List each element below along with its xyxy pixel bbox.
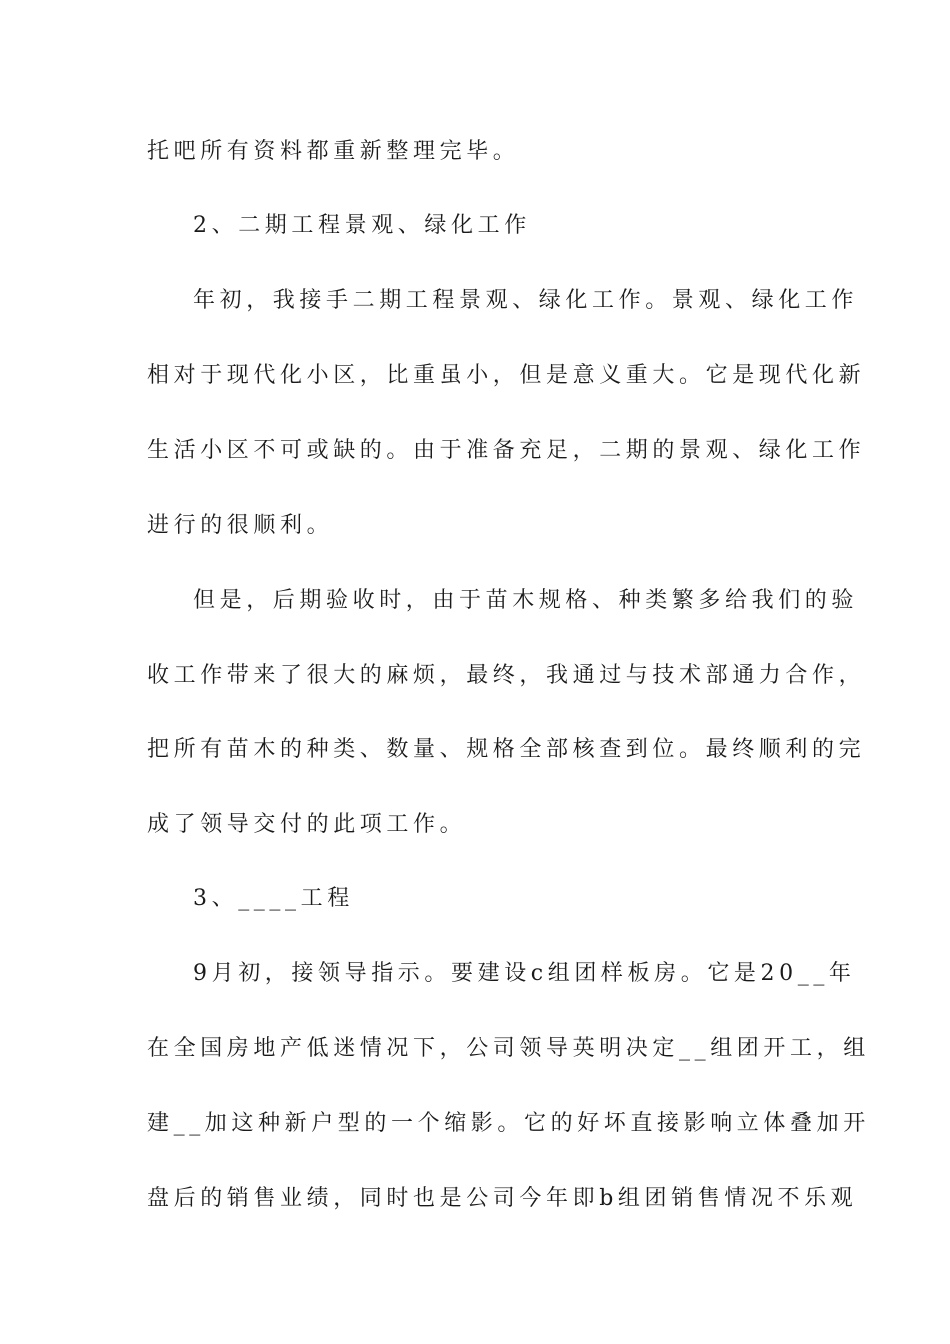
paragraph-line: 相对于现代化小区，比重虽小，但是意义重大。它是现代化新	[147, 363, 866, 388]
paragraph-line: 把所有苗木的种类、数量、规格全部核查到位。最终顺利的完	[147, 737, 866, 762]
paragraph-line: 生活小区不可或缺的。由于准备充足，二期的景观、绿化工作	[147, 438, 866, 463]
paragraph-line: 进行的很顺利。	[147, 513, 334, 538]
paragraph-line: 年初，我接手二期工程景观、绿化工作。景观、绿化工作	[193, 288, 859, 313]
paragraph-line: 但是，后期验收时，由于苗木规格、种类繁多给我们的验	[193, 588, 859, 613]
section-heading: 2、二期工程景观、绿化工作	[193, 213, 531, 238]
paragraph-line: 收工作带来了很大的麻烦，最终，我通过与技术部通力合作，	[147, 663, 866, 688]
paragraph-line: 盘后的销售业绩，同时也是公司今年即b组团销售情况不乐观	[147, 1186, 858, 1211]
paragraph-line: 在全国房地产低迷情况下，公司领导英明决定__组团开工，组	[147, 1036, 870, 1061]
paragraph-line: 9月初，接领导指示。要建设c组团样板房。它是20__年	[193, 961, 856, 986]
paragraph-line: 建__加这种新户型的一个缩影。它的好坏直接影响立体叠加开	[147, 1111, 870, 1136]
section-heading: 3、____工程	[193, 886, 354, 911]
paragraph-line: 托吧所有资料都重新整理完毕。	[147, 139, 520, 164]
paragraph-line: 成了领导交付的此项工作。	[147, 812, 467, 837]
